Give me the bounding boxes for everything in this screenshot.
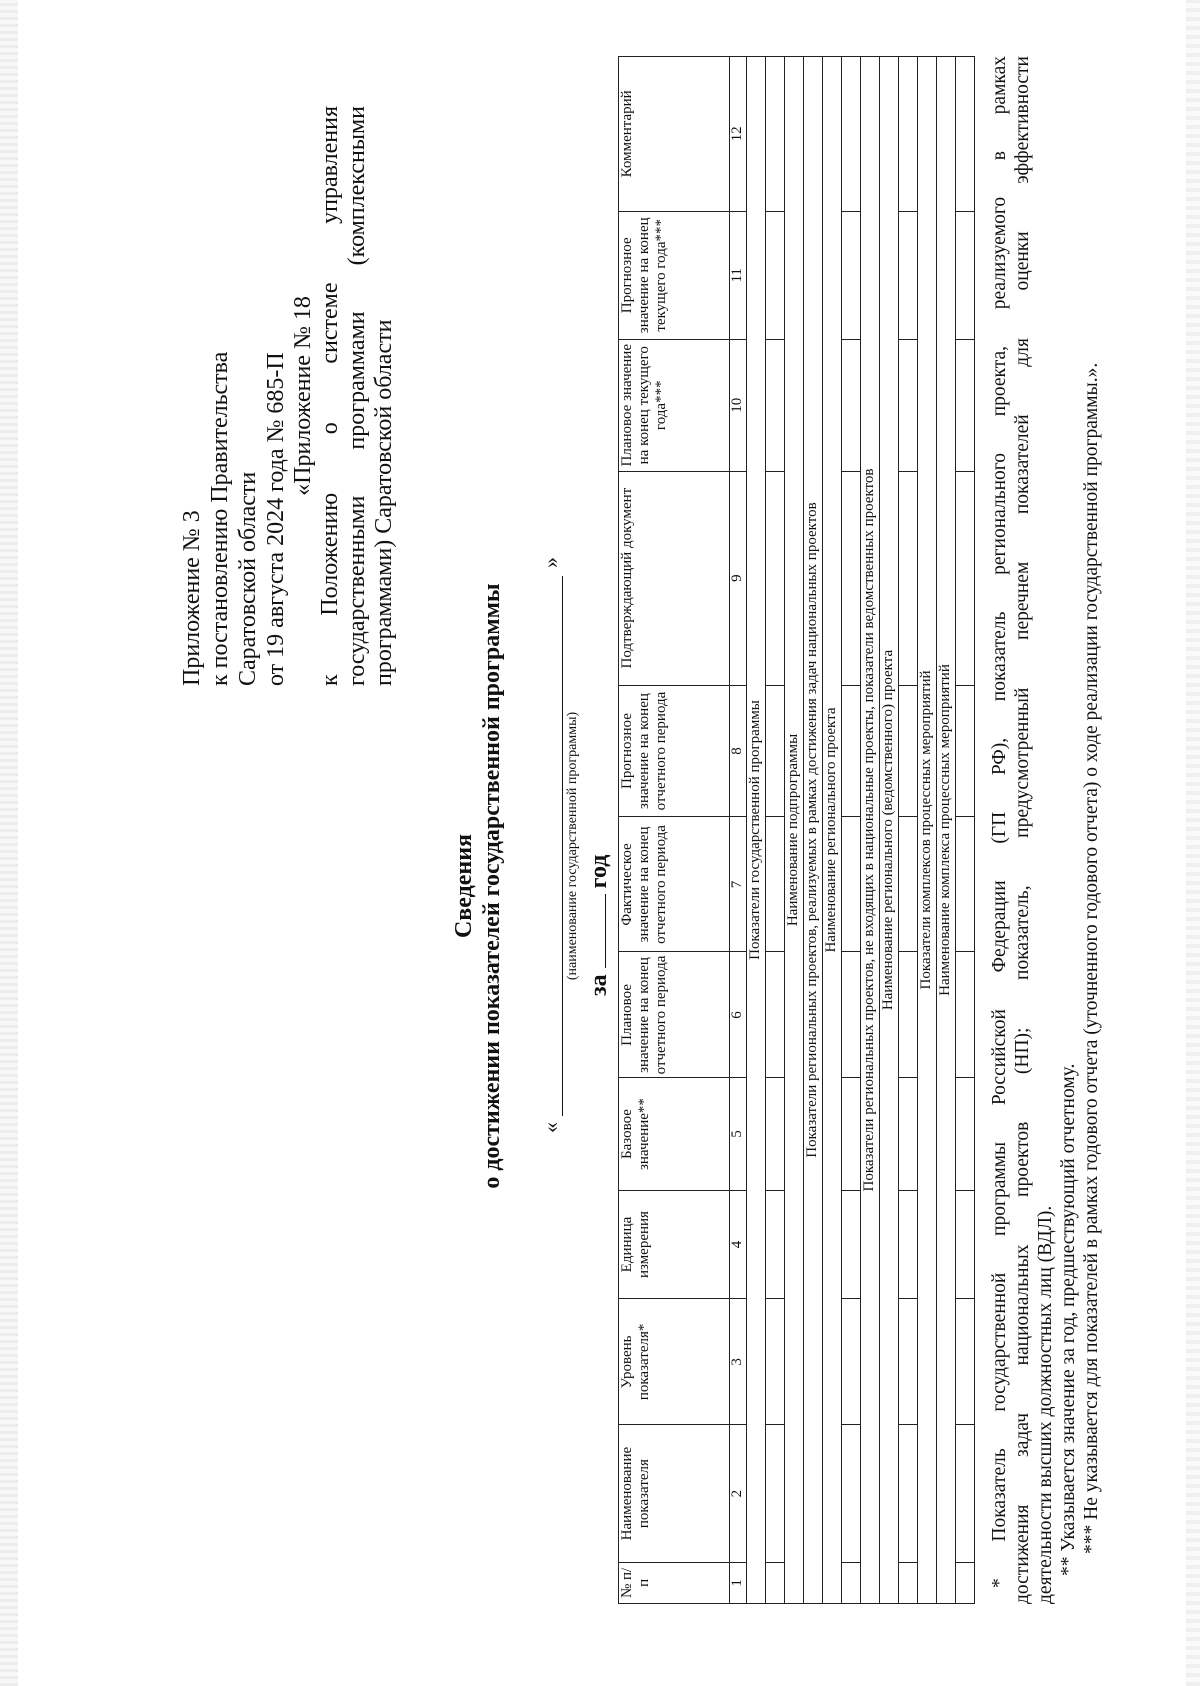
header-cell: Комментарий [619,57,730,212]
header-cell: Прогнозное значение на конец отчетного периода [619,685,730,817]
section-title: Показатели комплексов процессных мероприятий [918,57,937,1604]
program-name-caption: (наименование государственной программы) [565,711,580,981]
appendix-line: Приложение № 3 [179,510,205,686]
regulation-appendix-block [290,106,398,686]
section-title: Наименование регионального проекта [823,57,842,1604]
header-cell: Базовое значение** [619,1078,730,1190]
column-number: 5 [730,1078,747,1190]
column-number: 9 [730,471,747,685]
empty-row [842,57,861,1604]
section-row [747,57,766,1604]
column-number-row [730,57,747,1604]
section-title: Наименование регионального (ведомственного) проекта [880,57,899,1604]
appendix-line: Саратовской области [235,471,261,686]
section-title: Наименование подпрограммы [785,57,804,1604]
header-cell: Фактическое значение на конец отчетного периода [619,817,730,952]
section-row [861,57,880,1604]
header-cell: Уровень показателя* [619,1299,730,1425]
section-row [880,57,899,1604]
column-number: 1 [730,1562,747,1603]
header-cell: Наименование показателя [619,1425,730,1562]
header-cell: Единица измерения [619,1190,730,1299]
year-line [585,855,613,996]
document-subtitle: о достижении показателей государственной программы [479,583,505,1189]
regulation-appendix-title: «Приложение № 18 [290,296,316,496]
column-number: 8 [730,685,747,817]
indicators-table [618,56,975,1604]
appendix-line: к постановлению Правительства [207,351,233,686]
header-cell: Плановое значение на конец отчетного периода [619,952,730,1078]
column-number: 6 [730,952,747,1078]
open-quote: « [538,1122,563,1133]
year-blank [585,894,606,968]
section-row [823,57,842,1604]
year-suffix: год [586,854,612,889]
regulation-appendix-line: государственными программами (комплексными [344,106,370,686]
column-number: 11 [730,211,747,339]
footnote-1-line: достижения задач национальных проектов (НП); показатель, предусмотренный перечнем показателей для оценки эффективности [1012,56,1033,1604]
document-title: Сведения [451,833,477,939]
section-row [937,57,956,1604]
section-title: Показатели региональных проектов, не входящих в национальные проекты, показатели ведомственных проектов [861,57,880,1604]
column-number: 10 [730,339,747,471]
section-title: Показатели государственной программы [747,57,766,1604]
empty-row [956,57,975,1604]
regulation-appendix-line: программами) Саратовской области [371,319,397,686]
column-number: 4 [730,1190,747,1299]
section-row [804,57,823,1604]
appendix-line: от 19 августа 2024 года № 685-П [263,352,289,686]
footnote-2: ** Указывается значение за год, предшествующий отчетному. [1058,1063,1079,1576]
program-name-line [562,576,563,1116]
empty-row [899,57,918,1604]
column-number: 2 [730,1425,747,1562]
column-number: 12 [730,57,747,212]
section-row [785,57,804,1604]
column-number: 3 [730,1299,747,1425]
footnote-1-line: * Показатель государственной программы Российской Федерации (ГП РФ), показатель регионального проекта, реализуемого в рамках [989,56,1010,1588]
column-number: 7 [730,817,747,952]
header-cell: Подтверждающий документ [619,471,730,685]
section-title: Показатели региональных проектов, реализуемых в рамках достижения задач национальных проектов [804,57,823,1604]
footnotes-block [988,56,1103,1604]
header-cell: Плановое значение на конец текущего года*** [619,339,730,471]
section-title: Наименование комплекса процессных мероприятий [937,57,956,1604]
year-prefix: за [586,974,612,996]
section-row [918,57,937,1604]
footnote-1-line: деятельности высших должностных лиц (ВДЛ). [1035,1205,1056,1604]
empty-row [766,57,785,1604]
footnote-3: *** Не указывается для показателей в рамках годового отчета (уточненного годового отчета) о ходе реализации государственной программы.». [1081,362,1102,1554]
regulation-appendix-line: к Положению о системе управления [317,106,343,686]
appendix-block [178,352,290,686]
close-quote: » [538,557,563,568]
table-header-row [619,57,730,1604]
header-cell: № п/п [619,1562,730,1603]
header-cell: Прогнозное значение на конец текущего года*** [619,211,730,339]
